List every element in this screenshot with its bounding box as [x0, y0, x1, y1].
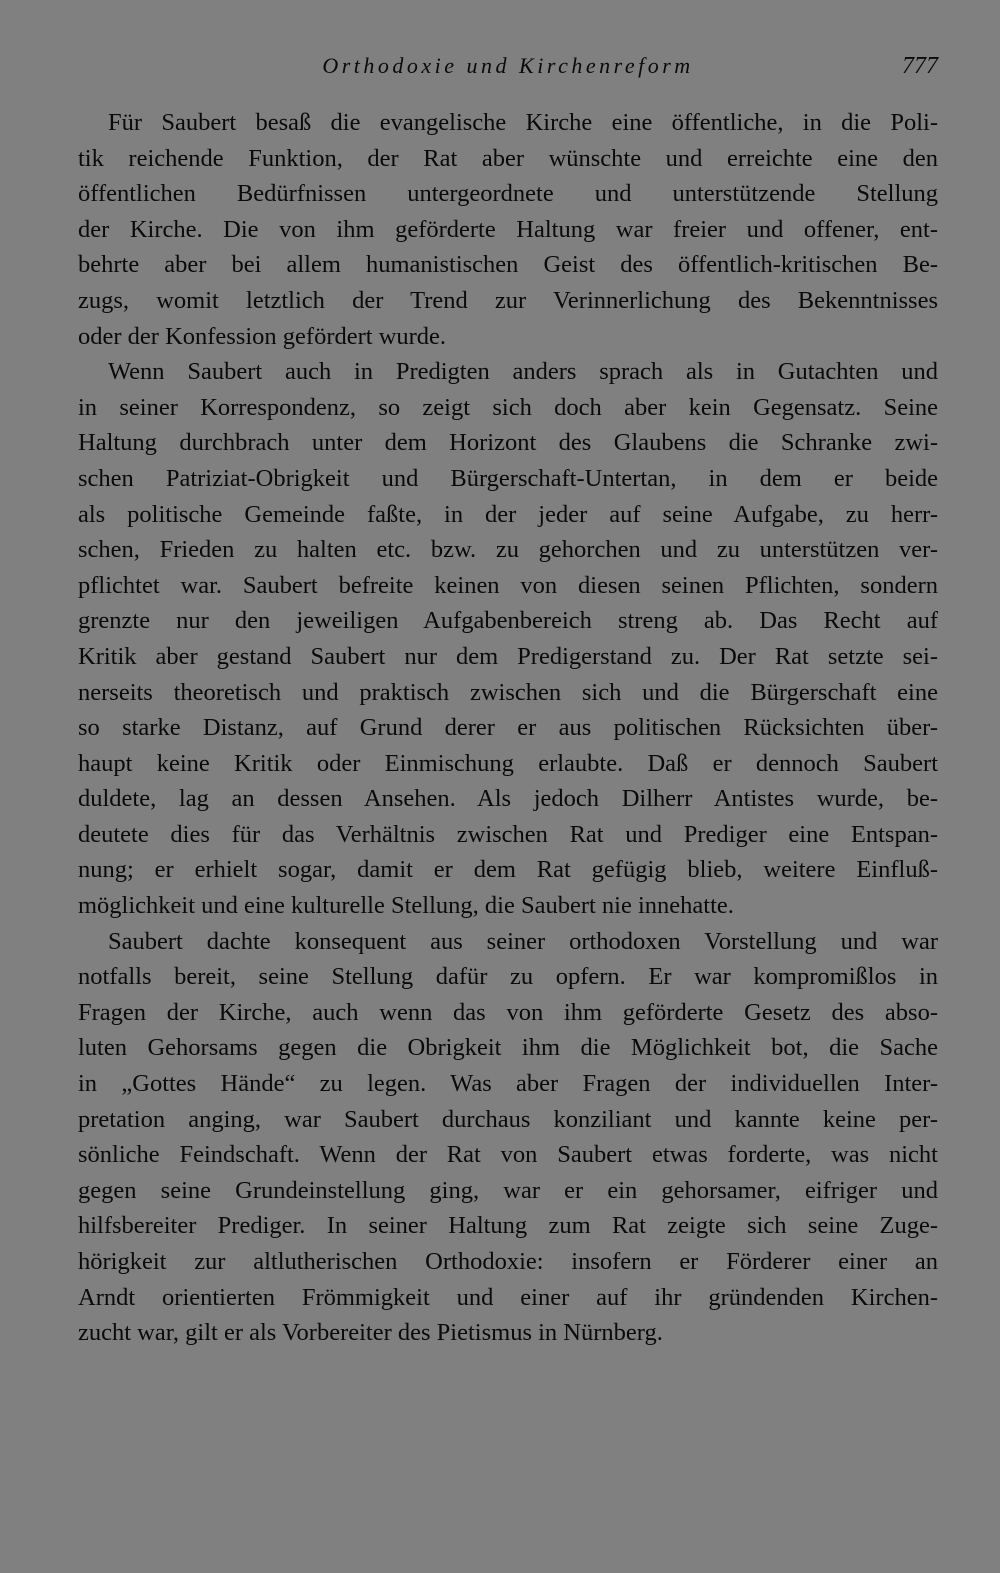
text-line: hörigkeit zur altlutherischen Orthodoxie: insofern er Förderer einer an	[78, 1248, 938, 1275]
text-line: pflichtet war. Saubert befreite keinen von diesen seinen Pflichten, sondern	[78, 571, 938, 599]
text-line: gegen seine Grundeinstellung ging, war er ein gehorsamer, eifriger und	[78, 1176, 938, 1204]
text-line: nung; er erhielt sogar, damit er dem Rat gefügig blieb, weitere Einfluß-	[78, 856, 938, 884]
text-line: deutete dies für das Verhältnis zwischen Rat und Prediger eine Entspan-	[78, 820, 938, 848]
text-line: sönliche Feindschaft. Wenn der Rat von Saubert etwas forderte, was nicht	[78, 1141, 938, 1169]
text-line: Wenn Saubert auch in Predigten anders sprach als in Gutachten und	[108, 358, 938, 386]
text-line: zucht war, gilt er als Vorbereiter des Pietismus in Nürnberg.	[78, 1319, 663, 1347]
text-line: hilfsbereiter Prediger. In seiner Haltung zum Rat zeigte sich seine Zuge-	[78, 1212, 938, 1240]
text-line: behrte aber bei allem humanistischen Geist des öffentlich-kritischen Be-	[78, 251, 938, 279]
text-line: der Kirche. Die von ihm geförderte Haltung war freier und offener, ent-	[78, 215, 938, 243]
text-line: in seiner Korrespondenz, so zeigt sich doch aber kein Gegensatz. Seine	[78, 393, 938, 421]
text-line: Saubert dachte konsequent aus seiner orthodoxen Vorstellung und war	[108, 927, 938, 955]
text-line: duldete, lag an dessen Ansehen. Als jedoch Dilherr Antistes wurde, be-	[78, 785, 938, 813]
text-line: tik reichende Funktion, der Rat aber wünschte und erreichte eine den	[78, 144, 938, 172]
text-line: öffentlichen Bedürfnissen untergeordnete und unterstützende Stellung	[78, 180, 938, 208]
text-line: Für Saubert besaß die evangelische Kirche eine öffentliche, in die Poli-	[108, 109, 938, 136]
text-line: möglichkeit und eine kulturelle Stellung, die Saubert nie innehatte.	[78, 892, 734, 920]
text-line: Fragen der Kirche, auch wenn das von ihm geförderte Gesetz des abso-	[78, 998, 938, 1026]
text-line: schen Patriziat-Obrigkeit und Bürgerschaft-Untertan, in dem er beide	[78, 464, 938, 492]
running-title: Orthodoxie und Kirchenreform	[322, 53, 694, 78]
paragraph-2	[78, 354, 938, 924]
text-line: haupt keine Kritik oder Einmischung erlaubte. Daß er dennoch Saubert	[78, 749, 938, 777]
text-line: als politische Gemeinde faßte, in der jeder auf seine Aufgabe, zu herr-	[78, 500, 938, 528]
text-line: in „Gottes Hände“ zu legen. Was aber Fragen der individuellen Inter-	[78, 1070, 938, 1098]
text-line: pretation anging, war Saubert durchaus konziliant und kannte keine per-	[78, 1105, 938, 1133]
body-text	[78, 105, 938, 1351]
text-line: zugs, womit letztlich der Trend zur Verinnerlichung des Bekenntnisses	[78, 286, 938, 314]
text-line: so starke Distanz, auf Grund derer er aus politischen Rücksichten über-	[78, 714, 938, 742]
paragraph-1	[78, 105, 938, 354]
text-line: notfalls bereit, seine Stellung dafür zu opfern. Er war kompromißlos in	[78, 963, 938, 991]
text-line: schen, Frieden zu halten etc. bzw. zu gehorchen und zu unterstützen ver-	[78, 536, 938, 564]
text-line: Haltung durchbrach unter dem Horizont des Glaubens die Schranke zwi-	[78, 429, 938, 457]
paragraph-3	[78, 924, 938, 1351]
text-line: luten Gehorsams gegen die Obrigkeit ihm die Möglichkeit bot, die Sache	[78, 1034, 938, 1062]
text-line: Arndt orientierten Frömmigkeit und einer auf ihr gründenden Kirchen-	[78, 1283, 938, 1311]
running-head	[78, 50, 938, 82]
text-line: grenzte nur den jeweiligen Aufgabenbereich streng ab. Das Recht auf	[78, 607, 938, 635]
text-line: nerseits theoretisch und praktisch zwischen sich und die Bürgerschaft eine	[78, 678, 938, 706]
page-number: 777	[902, 53, 938, 79]
text-line: oder der Konfession gefördert wurde.	[78, 322, 447, 350]
text-line: Kritik aber gestand Saubert nur dem Predigerstand zu. Der Rat setzte sei-	[78, 642, 938, 670]
